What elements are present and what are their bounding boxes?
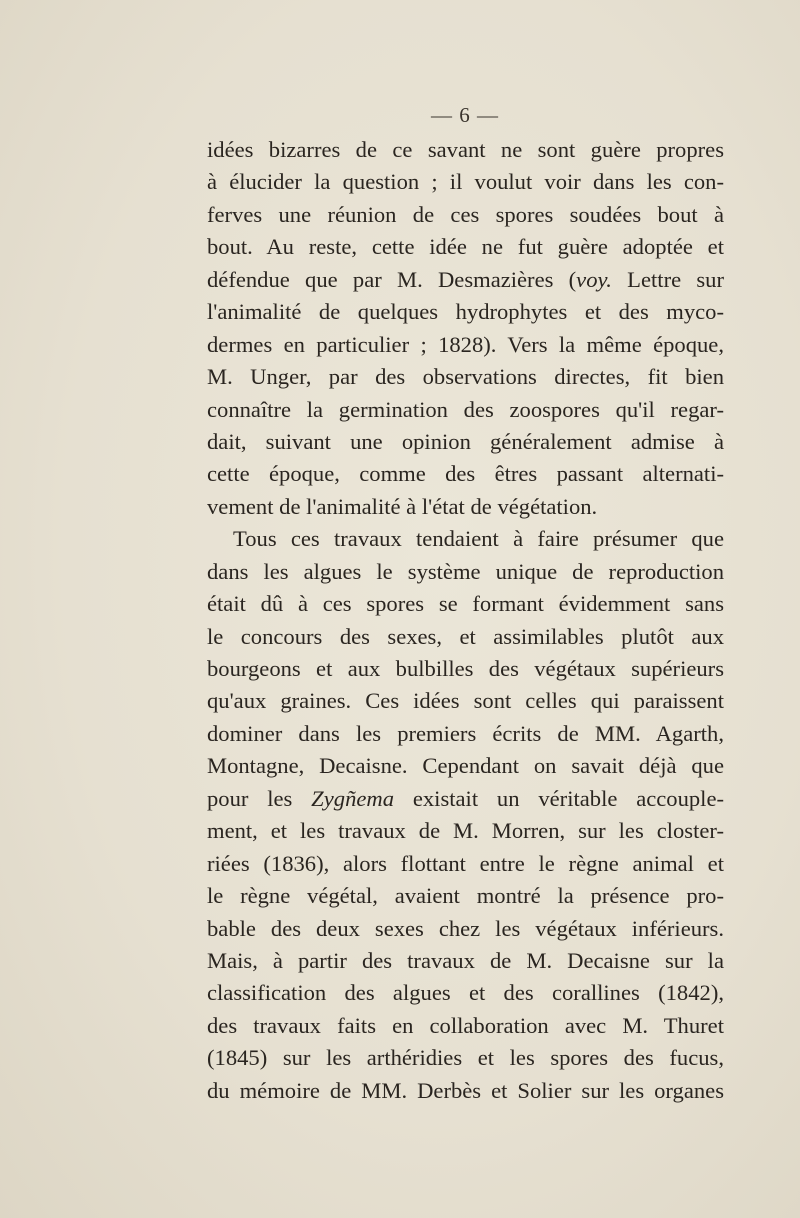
- text-line: à élucider la question ; il voulut voir dans les con-: [207, 169, 724, 195]
- text-line: qu'aux graines. Ces idées sont celles qui paraissent: [207, 688, 724, 714]
- text-line: bable des deux sexes chez les végétaux inférieurs.: [207, 915, 724, 941]
- text-line: dermes en particulier ; 1828). Vers la même époque,: [207, 331, 724, 357]
- text-line: bourgeons et aux bulbilles des végétaux supérieurs: [207, 656, 724, 681]
- text-line: ferves une réunion de ces spores soudées bout à: [207, 201, 724, 227]
- text-line: ment, et les travaux de M. Morren, sur les closter-: [207, 818, 724, 844]
- text-line: l'animalité de quelques hydrophytes et des myco-: [207, 299, 724, 325]
- text-line: Mais, à partir des travaux de M. Decaisne sur la: [207, 947, 724, 973]
- text-line: le concours des sexes, et assimilables plutôt aux: [207, 623, 724, 649]
- text-line: cette époque, comme des êtres passant alternati-: [207, 461, 724, 487]
- text-line: connaître la germination des zoospores qu'il regar-: [207, 396, 724, 422]
- text-line: classification des algues et des corallines (1842),: [207, 980, 724, 1006]
- page-number-text: — 6 —: [431, 103, 499, 127]
- text-line: Montagne, Decaisne. Cependant on savait déjà que: [207, 753, 724, 779]
- page-number: [0, 103, 800, 128]
- text-line: des travaux faits en collaboration avec M. Thuret: [207, 1012, 724, 1038]
- text-line: dominer dans les premiers écrits de MM. Agarth,: [207, 720, 724, 746]
- text-line: était dû à ces spores se formant évidemment sans: [207, 591, 724, 617]
- body-text: [207, 134, 724, 1107]
- text-line: défendue que par M. Desmazières (voy. Lettre sur: [207, 266, 724, 292]
- text-line: (1845) sur les arthéridies et les spores des fucus,: [207, 1045, 724, 1071]
- text-line: dans les algues le système unique de reproduction: [207, 558, 724, 584]
- text-line: pour les Zygñema existait un véritable accouple-: [207, 785, 725, 811]
- text-line: bout. Au reste, cette idée ne fut guère adoptée et: [207, 234, 724, 260]
- text-line: Tous ces travaux tendaient à faire présumer que: [233, 526, 724, 552]
- text-line: du mémoire de MM. Derbès et Solier sur les organes: [207, 1077, 724, 1103]
- text-line: M. Unger, par des observations directes, fit bien: [207, 364, 724, 390]
- text-line: riées (1836), alors flottant entre le règne animal et: [207, 850, 724, 876]
- text-line: vement de l'animalité à l'état de végétation.: [207, 493, 598, 519]
- text-line: le règne végétal, avaient montré la présence pro-: [207, 883, 724, 909]
- text-line: dait, suivant une opinion généralement admise à: [207, 428, 724, 454]
- text-line: idées bizarres de ce savant ne sont guère propres: [207, 137, 724, 162]
